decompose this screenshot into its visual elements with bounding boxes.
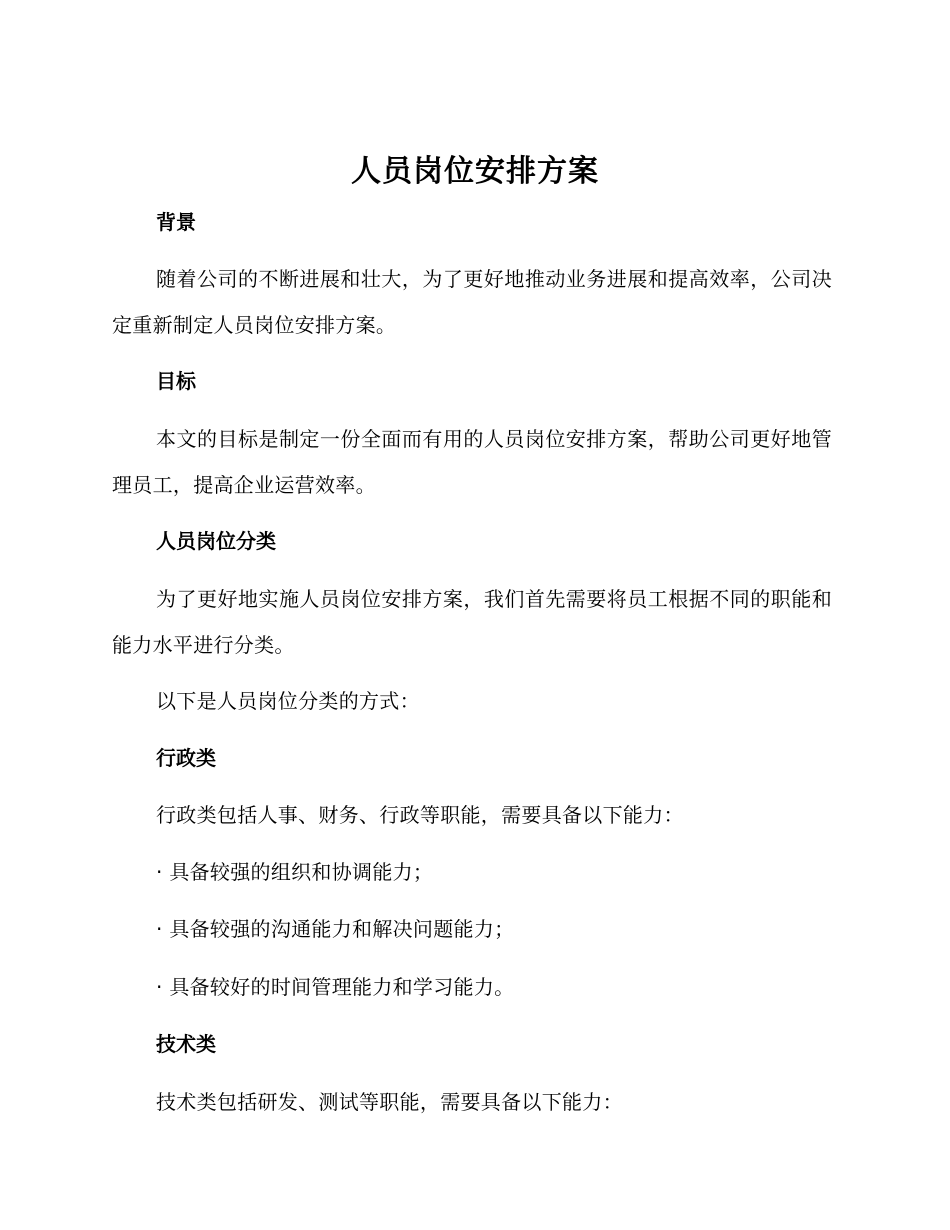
paragraph-background: 随着公司的不断进展和壮大，为了更好地推动业务进展和提高效率，公司决定重新制定人员岗位安排方案。 (112, 267, 832, 337)
section-heading-classification: 人员岗位分类 (156, 529, 276, 553)
section-heading-admin: 行政类 (156, 746, 216, 770)
document-title: 人员岗位安排方案 (351, 154, 599, 189)
section-heading-tech: 技术类 (156, 1032, 216, 1056)
admin-intro: 行政类包括人事、财务、行政等职能，需要具备以下能力： (156, 803, 684, 827)
tech-intro: 技术类包括研发、测试等职能，需要具备以下能力： (156, 1090, 623, 1114)
paragraph-goal: 本文的目标是制定一份全面而有用的人员岗位安排方案，帮助公司更好地管理员工，提高企业运营效率。 (112, 427, 832, 497)
classification-intro: 以下是人员岗位分类的方式： (156, 689, 420, 713)
admin-list-item: · 具备较好的时间管理能力和学习能力。 (156, 975, 515, 999)
section-heading-background: 背景 (156, 210, 196, 234)
admin-list-item: · 具备较强的组织和协调能力； (156, 860, 434, 884)
admin-list-item: · 具备较强的沟通能力和解决问题能力； (156, 917, 515, 941)
paragraph-classification: 为了更好地实施人员岗位安排方案，我们首先需要将员工根据不同的职能和能力水平进行分类。 (112, 587, 832, 657)
section-heading-goal: 目标 (156, 369, 196, 393)
